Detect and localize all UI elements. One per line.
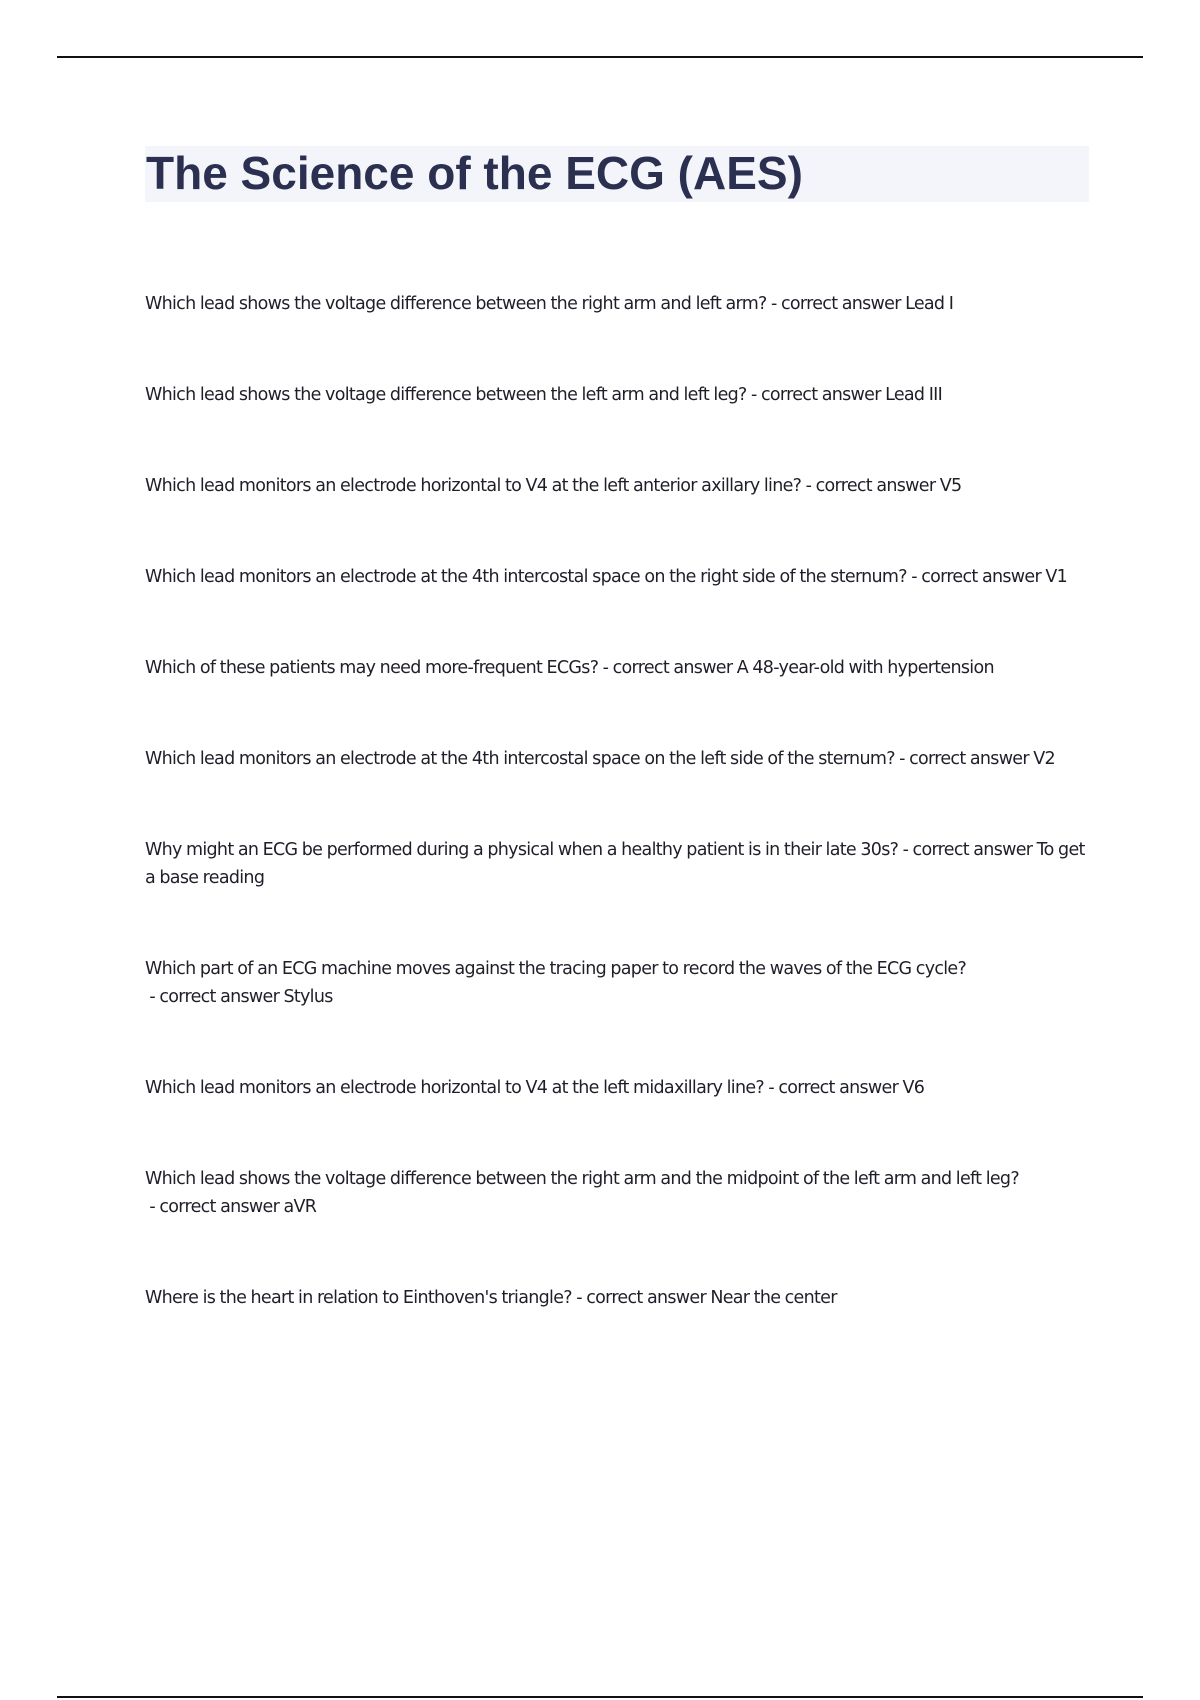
answer-text: A 48-year-old with hypertension	[736, 658, 994, 678]
question-text: Where is the heart in relation to Einthoven's triangle?	[145, 1288, 572, 1308]
question-text: Which lead monitors an electrode at the 4th intercostal space on the left side of the sternum?	[145, 749, 895, 769]
answer-separator: - correct answer	[598, 658, 737, 678]
answer-text: V1	[1045, 567, 1068, 587]
answer-separator: - correct answer	[571, 1288, 711, 1308]
question-text: Which lead monitors an electrode horizontal to V4 at the left midaxillary line?	[145, 1078, 764, 1098]
answer-separator: - correct answer	[894, 749, 1034, 769]
qa-item	[145, 836, 1090, 892]
question-text: Which lead monitors an electrode horizontal to V4 at the left anterior axillary line?	[145, 476, 802, 496]
answer-text: V6	[902, 1078, 925, 1098]
answer-text: V2	[1033, 749, 1055, 769]
answer-text: Lead I	[905, 294, 954, 314]
qa-item	[145, 1284, 1090, 1312]
qa-list	[145, 290, 1090, 1312]
document-title: The Science of the ECG (AES)	[146, 147, 803, 199]
qa-item	[145, 1074, 1090, 1102]
answer-text: Near the center	[710, 1288, 837, 1308]
qa-item	[145, 472, 1090, 500]
answer-text: Lead III	[885, 385, 943, 405]
answer-text: V5	[939, 476, 962, 496]
answer-separator: - correct answer	[906, 567, 1046, 587]
qa-item	[145, 1165, 1090, 1221]
question-text: Which of these patients may need more-frequent ECGs?	[145, 658, 599, 678]
question-text: Which lead shows the voltage difference between the left arm and left leg?	[145, 385, 747, 405]
question-text: Which lead monitors an electrode at the 4th intercostal space on the right side of the sternum?	[145, 567, 907, 587]
answer-separator: - correct answer	[145, 1197, 284, 1217]
answer-separator: - correct answer	[145, 987, 284, 1007]
qa-item	[145, 381, 1090, 409]
question-text: Which lead shows the voltage difference between the right arm and left arm?	[145, 294, 767, 314]
qa-item	[145, 654, 1090, 682]
bottom-rule	[57, 1696, 1143, 1698]
answer-separator: - correct answer	[766, 294, 906, 314]
question-text: Why might an ECG be performed during a physical when a healthy patient is in their late 30s?	[145, 840, 899, 860]
answer-separator: - correct answer	[898, 840, 1037, 860]
top-rule	[57, 56, 1143, 58]
qa-item	[145, 955, 1090, 1011]
answer-separator: - correct answer	[801, 476, 940, 496]
question-text: Which part of an ECG machine moves against the tracing paper to record the waves of the ECG cycle?	[145, 959, 967, 979]
answer-separator: - correct answer	[764, 1078, 903, 1098]
answer-text: aVR	[283, 1197, 317, 1217]
qa-item	[145, 745, 1090, 773]
answer-text: To get a base reading	[145, 840, 1085, 888]
answer-text: Stylus	[283, 987, 333, 1007]
qa-item	[145, 563, 1090, 591]
question-text: Which lead shows the voltage difference between the right arm and the midpoint of the left arm and left leg?	[145, 1169, 1019, 1189]
qa-item	[145, 290, 1090, 318]
answer-separator: - correct answer	[746, 385, 886, 405]
